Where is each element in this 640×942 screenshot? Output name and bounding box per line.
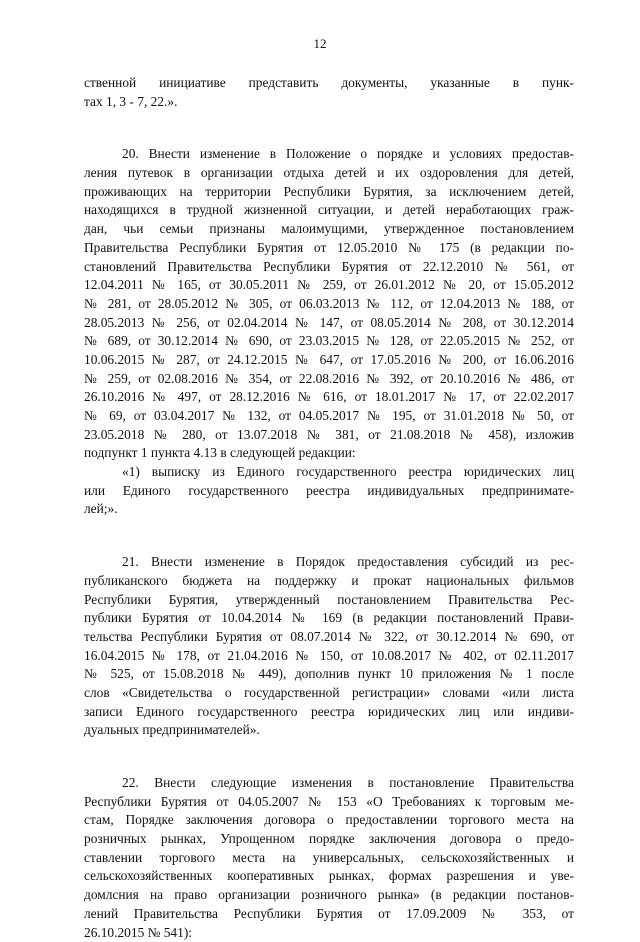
text-line: Республики Бурятия, утвержденный постановлением Правительства Рес- (84, 591, 574, 610)
text-line: становлений Правительства Республики Бурятия от 22.12.2010 № 561, от (84, 258, 574, 277)
text-line: ственной инициативе представить документы, указанные в пунк- (84, 74, 574, 93)
text-line: тах 1, 3 - 7, 22.». (84, 93, 574, 112)
text-line: 22. Внести следующие изменения в постановление Правительства (84, 774, 574, 793)
paragraph-quote (84, 463, 574, 519)
text-line: слов «Свидетельства о государственной регистрации» словами «или листа (84, 684, 574, 703)
text-line: 20. Внести изменение в Положение о порядке и условиях предостав- (84, 145, 574, 164)
text-line: 21. Внести изменение в Порядок предоставления субсидий из рес- (84, 553, 574, 572)
text-line: № 69, от 03.04.2017 № 132, от 04.05.2017 № 195, от 31.01.2018 № 50, от (84, 407, 574, 426)
text-line: ления путевок в организации отдыха детей и их оздоровления для детей, (84, 164, 574, 183)
text-line: публики Бурятия от 10.04.2014 № 169 (в редакции постановлений Прави- (84, 609, 574, 628)
text-line: тельства Республики Бурятия от 08.07.2014 № 322, от 30.12.2014 № 690, от (84, 628, 574, 647)
text-line: 12.04.2011 № 165, от 30.05.2011 № 259, от 26.01.2012 № 20, от 15.05.2012 (84, 276, 574, 295)
text-line: дуальных предпринимателей». (84, 721, 574, 740)
text-line: 10.06.2015 № 287, от 24.12.2015 № 647, от 17.05.2016 № 200, от 16.06.2016 (84, 351, 574, 370)
text-line: Правительства Республики Бурятия от 12.05.2010 № 175 (в редакции по- (84, 239, 574, 258)
text-line: домлсния на право организации розничного рынка» (в редакции постанов- (84, 886, 574, 905)
paragraph-continuation (84, 74, 574, 111)
text-line: 28.05.2013 № 256, от 02.04.2014 № 147, от 08.05.2014 № 208, от 30.12.2014 (84, 314, 574, 333)
paragraph-item-22 (84, 774, 574, 942)
text-line: сельскохозяйственных кооперативных рынках, формах разрешения и уве- (84, 867, 574, 886)
text-line: № 525, от 15.08.2018 № 449), дополнив пункт 10 приложения № 1 после (84, 665, 574, 684)
text-line: 26.10.2015 № 541): (84, 924, 574, 942)
text-line: стам, Порядке заключения договора о предоставлении торгового места на (84, 811, 574, 830)
text-line: лей;». (84, 500, 574, 519)
paragraph-item-21 (84, 553, 574, 740)
text-line: № 689, от 30.12.2014 № 690, от 23.03.2015 № 128, от 22.05.2015 № 252, от (84, 332, 574, 351)
text-line: 16.04.2015 № 178, от 21.04.2016 № 150, от 10.08.2017 № 402, от 02.11.2017 (84, 647, 574, 666)
document-body (84, 74, 574, 942)
text-line: № 281, от 28.05.2012 № 305, от 06.03.2013 № 112, от 12.04.2013 № 188, от (84, 295, 574, 314)
text-line: находящихся в трудной жизненной ситуации, и детей неработающих граж- (84, 201, 574, 220)
text-line: или Единого государственного реестра индивидуальных предпринимате- (84, 482, 574, 501)
text-line: № 259, от 02.08.2016 № 354, от 22.08.2016 № 392, от 20.10.2016 № 486, от (84, 370, 574, 389)
text-line: подпункт 1 пункта 4.13 в следующей редакции: (84, 444, 574, 463)
text-line: 26.10.2016 № 497, от 28.12.2016 № 616, от 18.01.2017 № 17, от 22.02.2017 (84, 388, 574, 407)
text-line: лений Правительства Республики Бурятия от 17.09.2009 № 353, от (84, 905, 574, 924)
text-line: ставлении торгового места на универсальных, сельскохозяйственных и (84, 849, 574, 868)
text-line: 23.05.2018 № 280, от 13.07.2018 № 381, от 21.08.2018 № 458), изложив (84, 426, 574, 445)
text-line: Республики Бурятия от 04.05.2007 № 153 «О Требованиях к торговым ме- (84, 793, 574, 812)
text-line: проживающих на территории Республики Бурятия, за исключением детей, (84, 183, 574, 202)
paragraph-item-20 (84, 145, 574, 463)
text-line: дан, чьи семьи признаны малоимущими, утвержденное постановлением (84, 220, 574, 239)
page-number: 12 (0, 36, 640, 52)
text-line: записи Единого государственного реестра юридических лиц или индиви- (84, 703, 574, 722)
text-line: публиканского бюджета на поддержку и прокат национальных фильмов (84, 572, 574, 591)
text-line: «1) выписку из Единого государственного реестра юридических лиц (84, 463, 574, 482)
text-line: розничных рынках, Упрощенном порядке заключения договора о предо- (84, 830, 574, 849)
